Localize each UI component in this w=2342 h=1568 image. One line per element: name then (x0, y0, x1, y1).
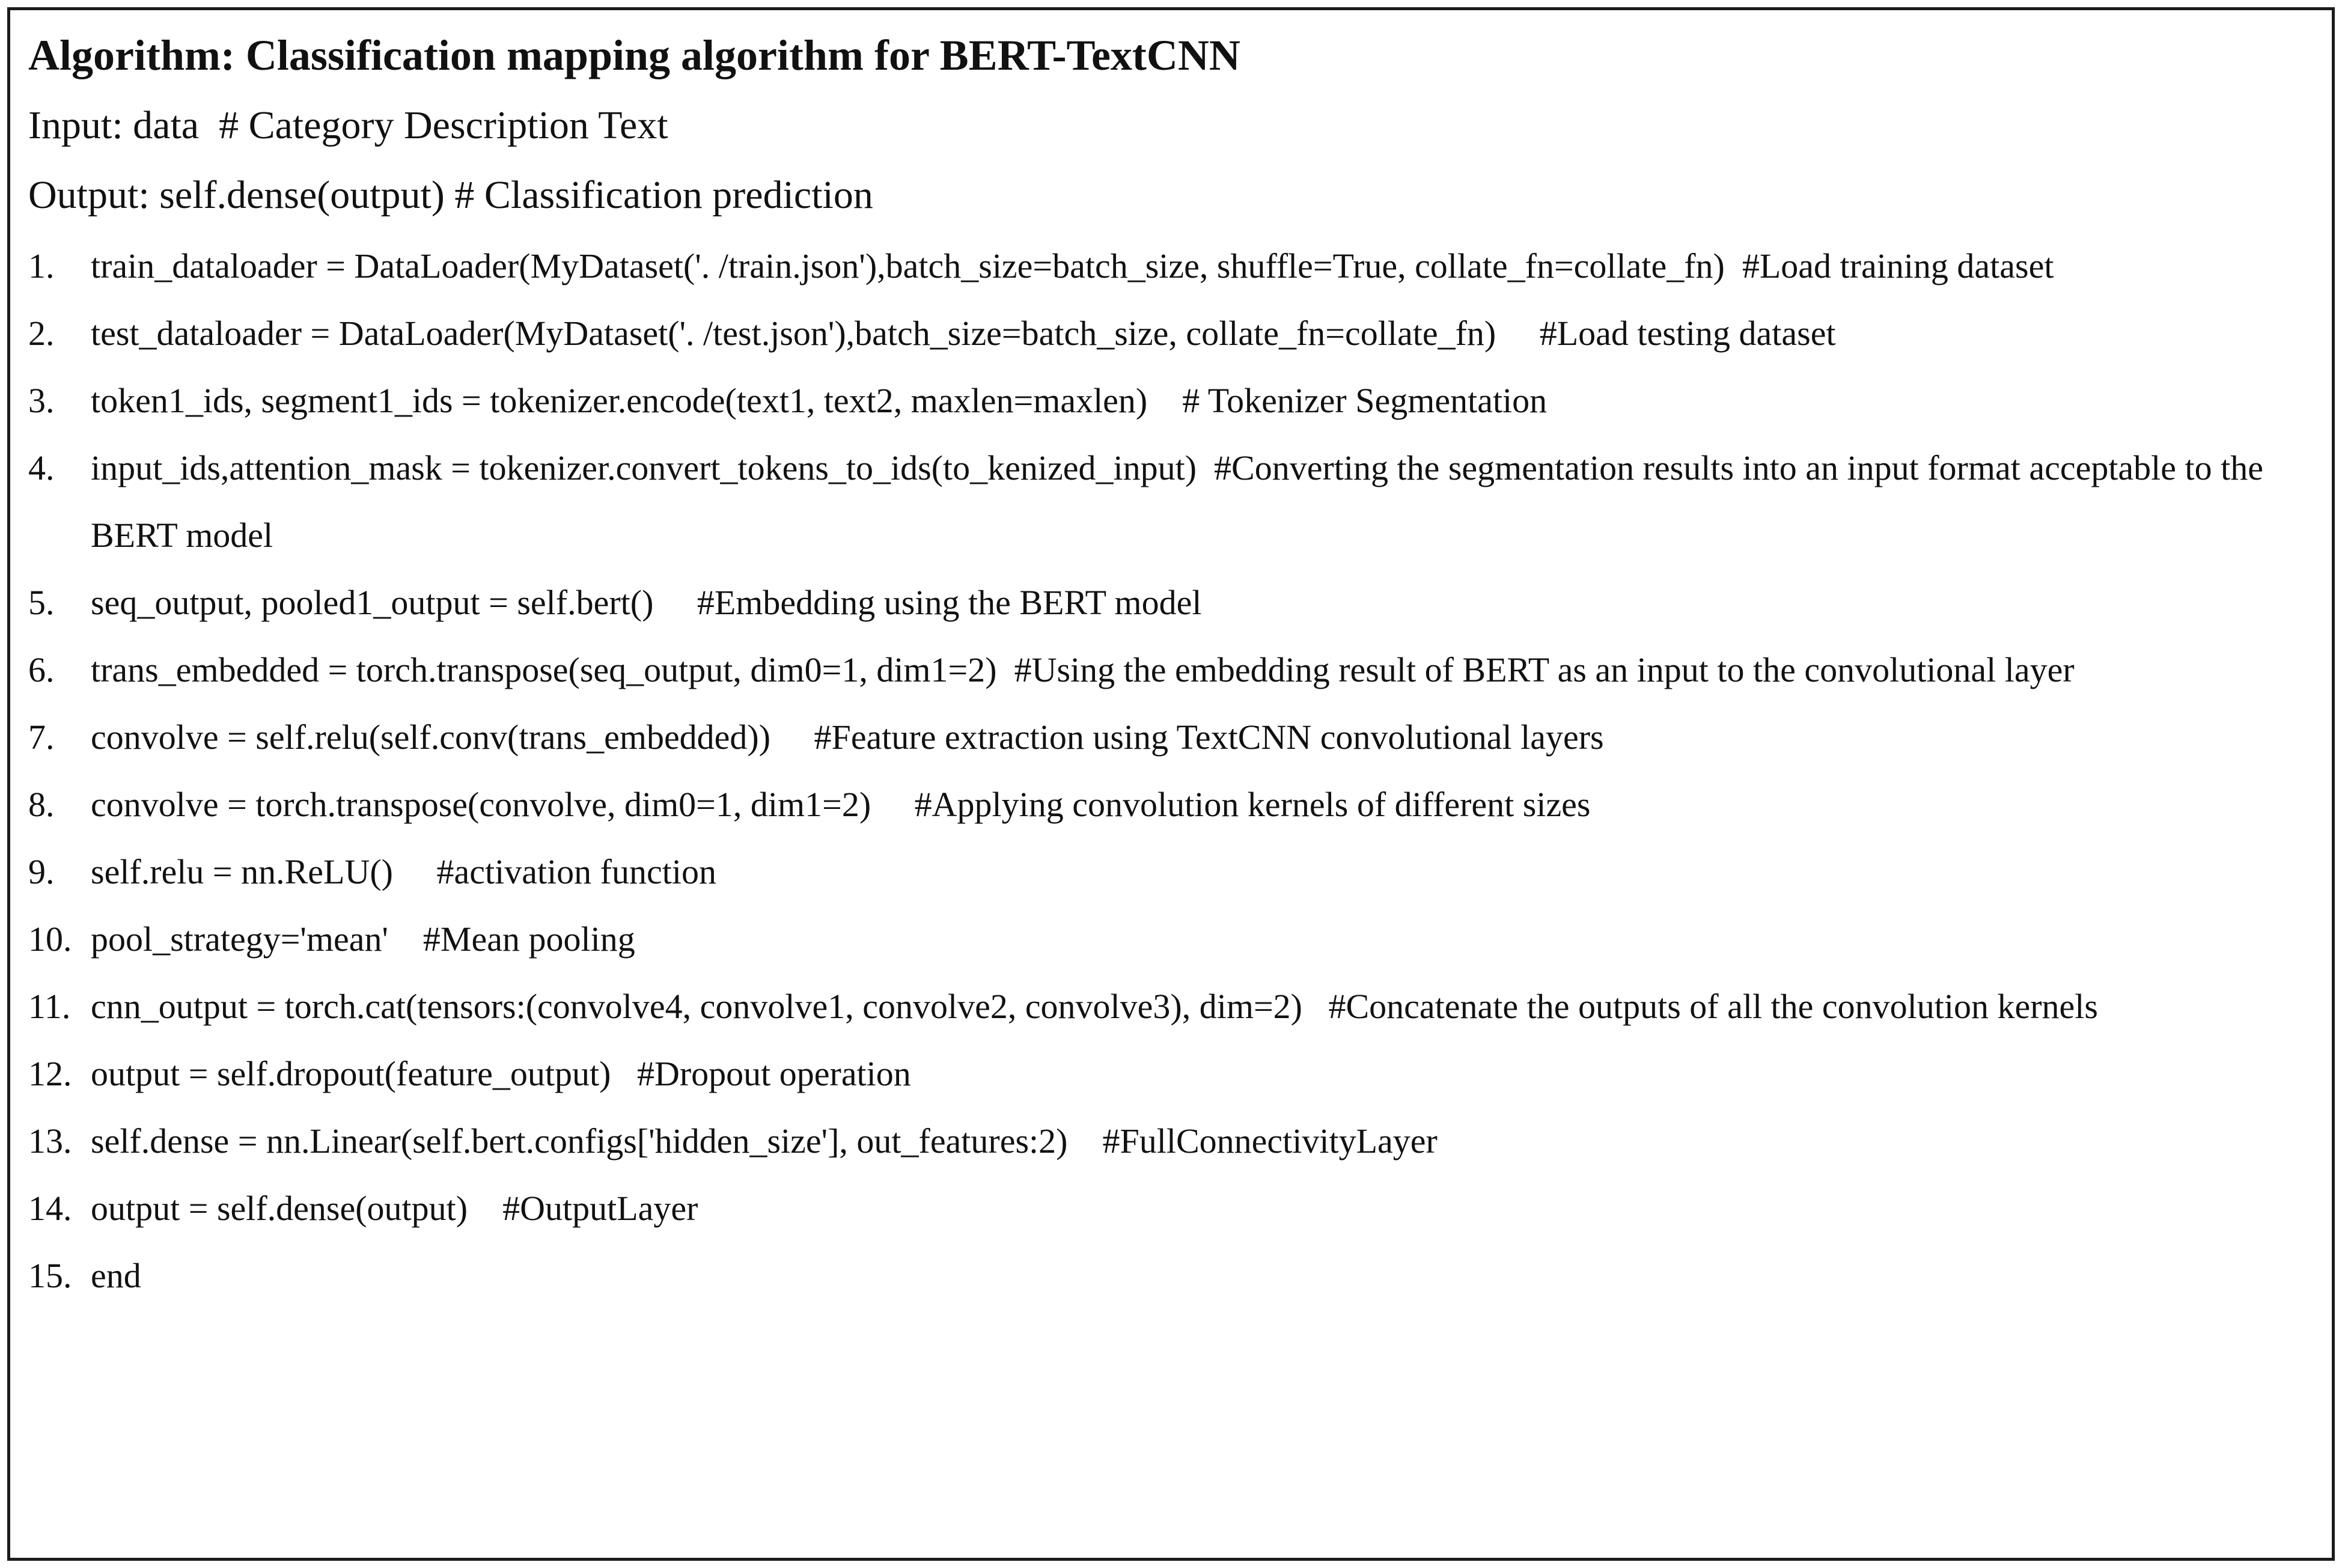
step-number: 11. (28, 987, 71, 1026)
step-number: 3. (28, 381, 55, 420)
step-number: 15. (28, 1256, 72, 1295)
algorithm-step-13 (28, 1108, 2311, 1175)
algorithm-step-6 (28, 636, 2311, 704)
step-text: self.dense = nn.Linear(self.bert.configs['hidden_size'], out_features:2) #FullConnectivityLayer (91, 1121, 1438, 1161)
algorithm-step-11 (28, 973, 2311, 1040)
step-text: token1_ids, segment1_ids = tokenizer.encode(text1, text2, maxlen=maxlen) # Tokenizer Segmentation (91, 381, 1548, 420)
algorithm-step-14 (28, 1175, 2311, 1242)
algorithm-step-2 (28, 300, 2311, 367)
step-number: 10. (28, 920, 72, 959)
algorithm-step-9 (28, 838, 2311, 906)
step-text: end (91, 1256, 141, 1295)
algorithm-input-line: Input: data # Category Description Text (28, 103, 668, 147)
step-number: 4. (28, 448, 55, 487)
algorithm-output-line: Output: self.dense(output) # Classification prediction (28, 173, 873, 217)
algorithm-step-12 (28, 1040, 2311, 1108)
step-number: 12. (28, 1054, 72, 1093)
step-number: 14. (28, 1189, 72, 1228)
step-text: test_dataloader = DataLoader(MyDataset('. /test.json'),batch_size=batch_size, collate_fn=collate_fn) #Load testing dataset (91, 314, 1836, 353)
algorithm-step-10 (28, 906, 2311, 973)
step-number: 13. (28, 1121, 72, 1161)
algorithm-title: Algorithm: Classification mapping algorithm for BERT-TextCNN (28, 31, 1240, 79)
step-text: train_dataloader = DataLoader(MyDataset('. /train.json'),batch_size=batch_size, shuffle=True, collate_fn=collate_fn) #Load training dataset (91, 246, 2054, 285)
step-number: 2. (28, 314, 55, 353)
step-text: cnn_output = torch.cat(tensors:(convolve4, convolve1, convolve2, convolve3), dim=2) #Concatenate the outputs of all the convolution kernels (91, 987, 2098, 1026)
step-text: seq_output, pooled1_output = self.bert() #Embedding using the BERT model (91, 583, 1202, 622)
step-number: 6. (28, 650, 55, 689)
algorithm-step-8 (28, 771, 2311, 838)
algorithm-step-5 (28, 569, 2311, 636)
step-text: convolve = torch.transpose(convolve, dim0=1, dim1=2) #Applying convolution kernels of different sizes (91, 785, 1591, 824)
algorithm-step-15 (28, 1242, 2311, 1310)
step-text: pool_strategy='mean' #Mean pooling (91, 920, 635, 959)
step-text: input_ids,attention_mask = tokenizer.convert_tokens_to_ids(to_kenized_input) #Converting the segmentation results into an input format acceptable to the BERT model (91, 448, 2272, 555)
step-text: self.relu = nn.ReLU() #activation function (91, 852, 716, 891)
step-text: output = self.dense(output) #OutputLayer (91, 1189, 698, 1228)
algorithm-steps (28, 233, 2311, 1310)
step-text: output = self.dropout(feature_output) #Dropout operation (91, 1054, 911, 1093)
step-number: 9. (28, 852, 55, 891)
algorithm-step-4 (28, 435, 2311, 569)
algorithm-step-1 (28, 233, 2311, 300)
algorithm-step-7 (28, 704, 2311, 771)
step-number: 8. (28, 785, 55, 824)
step-number: 5. (28, 583, 55, 622)
step-number: 7. (28, 718, 55, 757)
step-number: 1. (28, 246, 55, 285)
algorithm-box (7, 7, 2335, 1561)
step-text: trans_embedded = torch.transpose(seq_output, dim0=1, dim1=2) #Using the embedding result of BERT as an input to the convolutional layer (91, 650, 2075, 689)
algorithm-step-3 (28, 367, 2311, 435)
step-text: convolve = self.relu(self.conv(trans_embedded)) #Feature extraction using TextCNN convolutional layers (91, 718, 1604, 757)
